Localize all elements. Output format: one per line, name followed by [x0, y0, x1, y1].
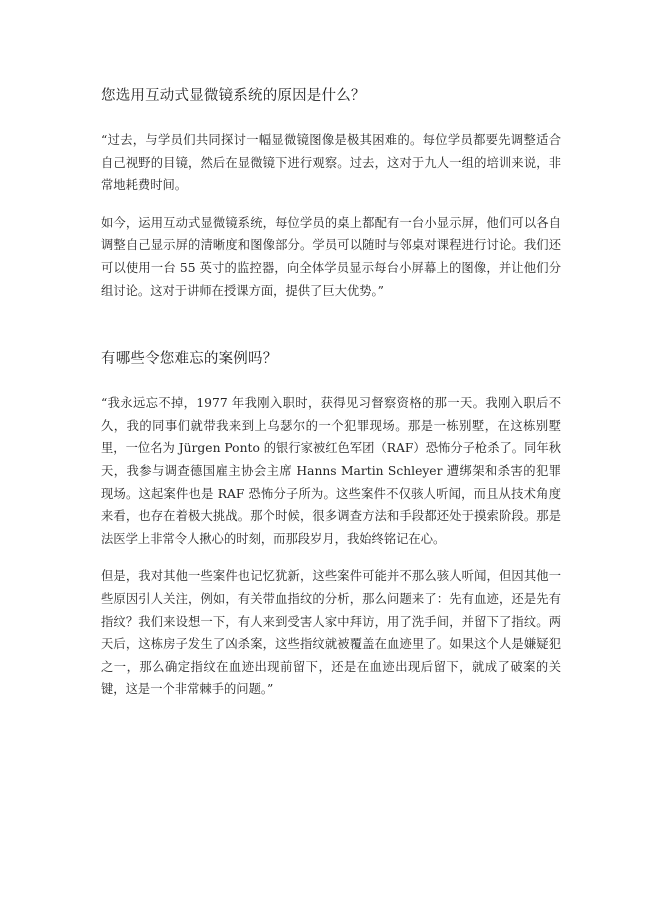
section-microscope-reason [101, 86, 561, 302]
paragraph: “我永远忘不掉，1977 年我刚入职时，获得见习督察资格的那一天。我刚入职后不久，我的同事们就带我来到上乌瑟尔的一个犯罪现场。那是一栋别墅，在这栋别墅里，一位名为 Jürgen Ponto 的银行家被红色军团（RAF）恐怖分子枪杀了。同年秋天，我参与调查德国雇主协会主席 Hanns Martin Schleyer 遭绑架和杀害的犯罪现场。这起案件也是 RAF 恐怖分子所为。这些案件不仅骇人听闻，而且从技术角度来看，也存在着极大挑战。那个时候，很多调查方法和手段都还处于摸索阶段。那是法医学上非常令人揪心的时刻，而那段岁月，我始终铭记在心。 [101, 396, 561, 546]
section-memorable-cases [101, 349, 561, 701]
paragraph: 但是，我对其他一些案件也记忆犹新，这些案件可能并不那么骇人听闻，但因其他一些原因引人关注，例如，有关带血指纹的分析，那么问题来了：先有血迹，还是先有指纹？我们来设想一下，有人来到受害人家中拜访，用了洗手间，并留下了指纹。两天后，这栋房子发生了凶杀案，这些指纹就被覆盖在血迹里了。如果这个人是嫌疑犯之一，那么确定指纹在血迹出现前留下，还是在血迹出现后留下，就成了破案的关键，这是一个非常棘手的问题。” [101, 569, 561, 697]
paragraph: “过去，与学员们共同探讨一幅显微镜图像是极其困难的。每位学员都要先调整适合自己视野的目镜，然后在显微镜下进行观察。过去，这对于九人一组的培训来说，非常地耗费时间。 [101, 133, 561, 193]
document-page [101, 86, 561, 701]
section-heading: 您选用互动式显微镜系统的原因是什么？ [101, 88, 366, 104]
section-heading: 有哪些令您难忘的案例吗？ [101, 351, 278, 368]
paragraph: 如今，运用互动式显微镜系统，每位学员的桌上都配有一台小显示屏，他们可以各自调整自己显示屏的清晰度和图像部分。学员可以随时与邻桌对课程进行讨论。我们还可以使用一台 55 英寸的监控器，向全体学员显示每台小屏幕上的图像，并让他们分组讨论。这对于讲师在授课方面，提供了巨大优势。” [101, 215, 561, 298]
